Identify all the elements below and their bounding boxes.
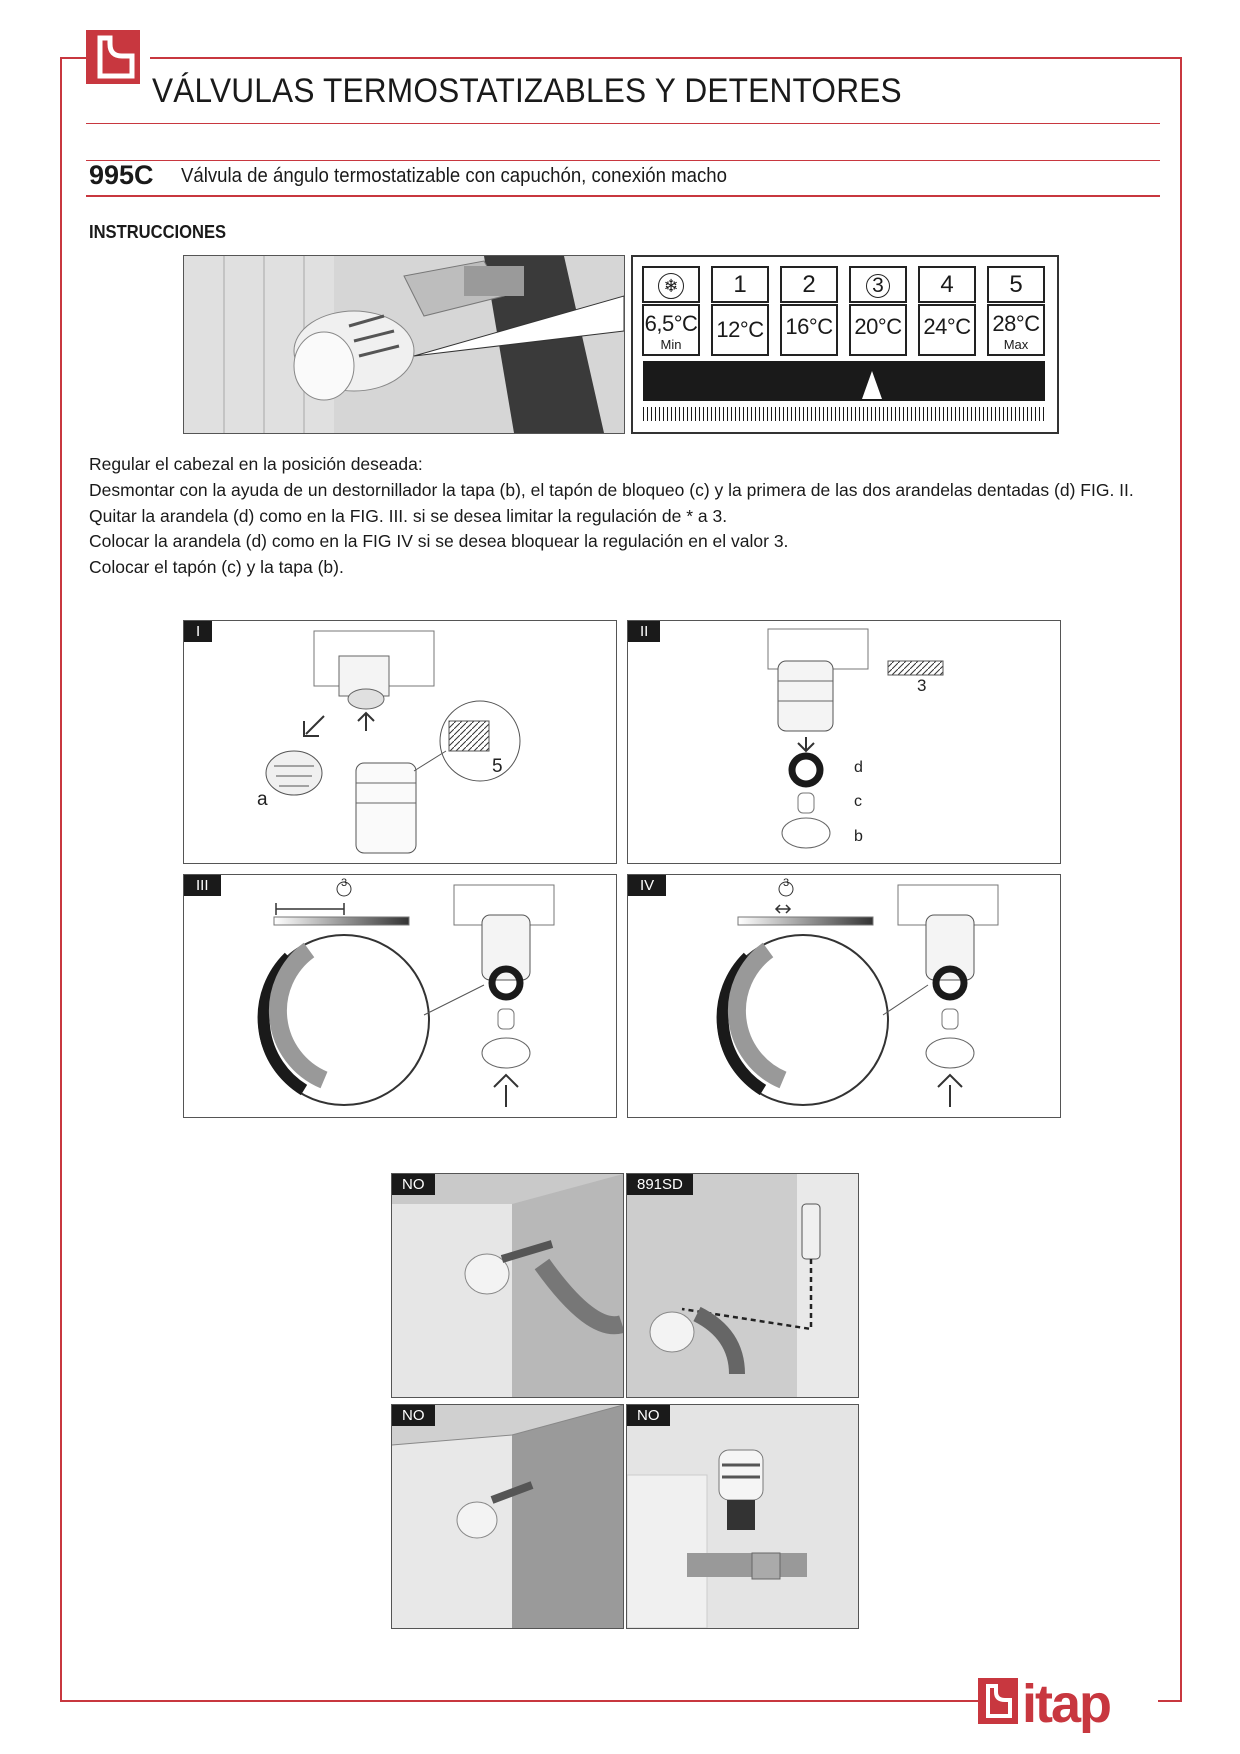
figure-2-label-3: 3 — [917, 676, 927, 695]
figure-1-label-a: a — [257, 789, 268, 810]
figure-4 — [627, 874, 1061, 1118]
figure-4-tag: IV — [628, 875, 666, 896]
temp-value: 12°C — [716, 317, 764, 342]
install-example-2-tag: 891SD — [627, 1174, 693, 1195]
brand-logo-top — [86, 30, 140, 84]
install-example-4 — [626, 1404, 859, 1629]
instructions-text — [89, 452, 1169, 581]
scale-marker-arrow — [862, 371, 882, 399]
temp-cell-3 — [849, 304, 907, 356]
temp-cell-min — [642, 304, 700, 356]
figure-2-tag: II — [628, 621, 660, 642]
frame-left-line — [60, 57, 62, 1701]
temp-value: 24°C — [923, 314, 971, 339]
brand-logo-text: itap — [1022, 1674, 1111, 1734]
temp-cell-1 — [711, 304, 769, 356]
scale-number-3-circled: 3 — [866, 274, 890, 298]
instruction-line: Desmontar con la ayuda de un destornillador la tapa (b), el tapón de bloqueo (c) y la primera de las dos arandelas dentadas (d) FIG. II. — [89, 479, 1134, 500]
frame-right-line — [1180, 57, 1182, 1701]
instruction-line: Colocar el tapón (c) y la tapa (b). — [89, 557, 344, 578]
temp-value: 6,5°C — [644, 311, 698, 336]
install-example-3-tag: NO — [392, 1405, 435, 1426]
figure-3-tag: III — [184, 875, 221, 896]
instruction-line: Colocar la arandela (d) como en la FIG IV si se desea bloquear la regulación en el valor 3. — [89, 531, 789, 552]
install-example-4-tag: NO — [627, 1405, 670, 1426]
frost-cell — [642, 266, 700, 303]
section-heading: INSTRUCCIONES — [89, 222, 227, 242]
product-bottom-line — [86, 195, 1160, 197]
scale-number-5: 5 — [987, 266, 1045, 303]
install-example-1-tag: NO — [392, 1174, 435, 1195]
scale-bar — [643, 361, 1045, 401]
figure-1-label-5: 5 — [492, 756, 503, 777]
page-title: VÁLVULAS TERMOSTATIZABLES Y DETENTORES — [152, 72, 902, 110]
install-example-1 — [391, 1173, 624, 1398]
temp-cell-max — [987, 304, 1045, 356]
temp-sub: Max — [1003, 337, 1029, 352]
figure-3-label-3: 3 — [341, 877, 348, 889]
frame-top-line — [60, 57, 86, 59]
temp-cell-4 — [918, 304, 976, 356]
temp-value: 28°C — [992, 311, 1040, 336]
instruction-line: Regular el cabezal en la posición deseada: — [89, 454, 423, 474]
figure-2-label-b: b — [854, 828, 863, 845]
scale-number-2: 2 — [780, 266, 838, 303]
frame-bottom-line — [60, 1700, 980, 1702]
install-example-2 — [626, 1173, 859, 1398]
title-underline — [86, 123, 1160, 124]
install-example-3 — [391, 1404, 624, 1629]
figure-3 — [183, 874, 617, 1118]
figure-1-tag: I — [184, 621, 212, 642]
brand-logo-bottom — [978, 1672, 1150, 1734]
snowflake-icon: ❄ — [658, 273, 684, 299]
figure-2-label-c: c — [854, 793, 862, 810]
figure-4-label-3: 3 — [783, 877, 790, 889]
scale-number-4: 4 — [918, 266, 976, 303]
temp-value: 20°C — [854, 314, 902, 339]
instruction-line: Quitar la arandela (d) como en la FIG. III. si se desea limitar la regulación de * a 3. — [89, 505, 728, 526]
product-code: 995C — [89, 160, 154, 190]
figure-2-label-d: d — [854, 759, 863, 776]
figure-1 — [183, 620, 617, 864]
scale-number-1: 1 — [711, 266, 769, 303]
temp-cell-2 — [780, 304, 838, 356]
product-top-line — [86, 160, 1160, 161]
frame-top-line-right — [150, 57, 1182, 59]
temperature-scale-panel — [631, 255, 1059, 434]
figure-2 — [627, 620, 1061, 864]
frame-bottom-line-right — [1158, 1700, 1182, 1702]
scale-number-3 — [849, 266, 907, 303]
product-description: Válvula de ángulo termostatizable con capuchón, conexión macho — [181, 165, 727, 187]
temp-sub: Min — [660, 337, 682, 352]
scale-ticks — [643, 407, 1045, 421]
valve-photo — [183, 255, 625, 434]
temp-value: 16°C — [785, 314, 833, 339]
